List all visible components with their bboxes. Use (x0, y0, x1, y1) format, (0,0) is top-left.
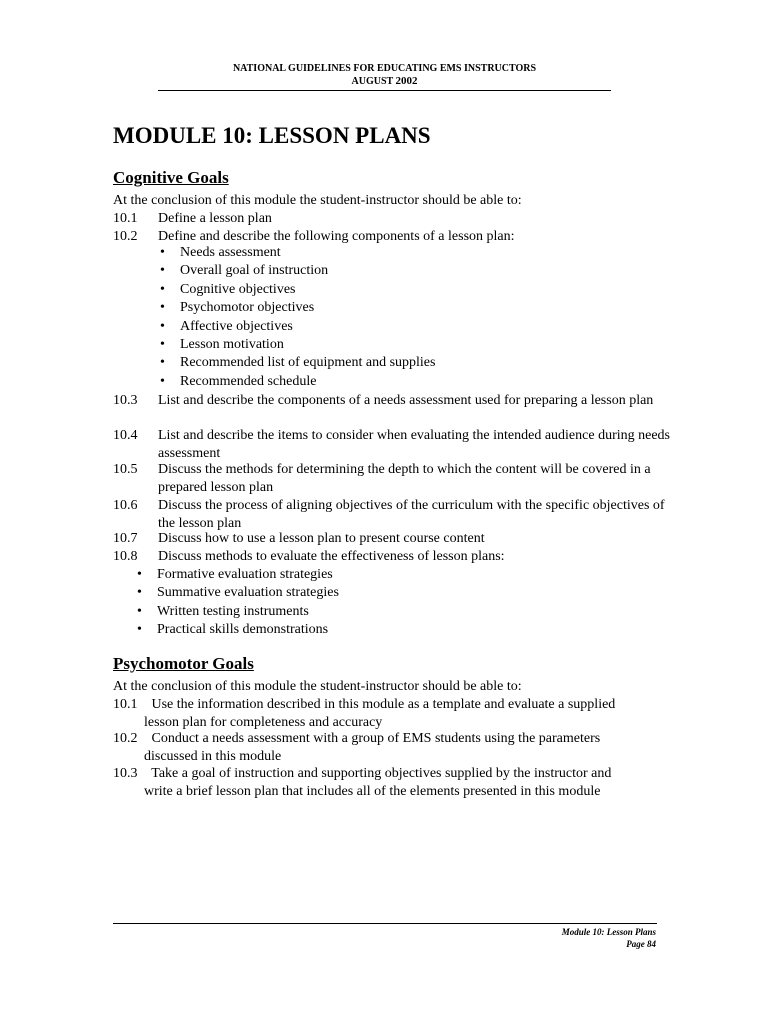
objective-number: 10.2 (113, 731, 138, 746)
cognitive-intro: At the conclusion of this module the student-instructor should be able to: (113, 193, 522, 208)
running-footer (562, 926, 656, 950)
header-date (158, 75, 611, 88)
bullet-icon: • (160, 337, 165, 353)
psychomotor-objective (113, 765, 658, 800)
psychomotor-objective (113, 696, 658, 731)
objective-number: 10.1 (113, 697, 138, 712)
list-item: • Overall goal of instruction (158, 262, 435, 280)
objective-number: 10.1 (113, 211, 138, 226)
list-item: • Written testing instruments (135, 603, 339, 621)
cognitive-objective (113, 530, 673, 548)
bullet-icon: • (137, 567, 142, 582)
bullet-icon: • (137, 585, 142, 601)
lesson-plan-components-list (158, 244, 435, 391)
bullet-icon: • (137, 603, 142, 619)
cognitive-objective (113, 461, 673, 496)
cognitive-objective (113, 548, 673, 566)
header-month: AUGUST (351, 76, 393, 87)
objective-number: 10.6 (113, 498, 138, 513)
list-item: • Recommended list of equipment and supplies (158, 354, 435, 372)
footer-module: Module 10: Lesson Plans (561, 927, 656, 937)
psychomotor-intro: At the conclusion of this module the student-instructor should be able to: (113, 679, 522, 694)
objective-text: Use the information described in this module as a template and evaluate a supplied (151, 697, 616, 712)
header-rule (158, 90, 611, 91)
objective-first-line (113, 730, 658, 748)
objective-number: 10.3 (113, 766, 138, 781)
list-item: • Formative evaluation strategies (135, 566, 339, 584)
psychomotor-objective (113, 730, 658, 765)
bullet-icon: • (160, 318, 165, 334)
objective-first-line (113, 696, 658, 714)
psychomotor-goals-heading: Psychomotor Goals (113, 654, 254, 673)
objective-text: Conduct a needs assessment with a group of EMS students using the parameters (151, 731, 601, 746)
objective-first-line (113, 765, 658, 783)
evaluation-methods-list (135, 566, 339, 640)
bullet-icon: • (160, 263, 165, 279)
objective-number: 10.8 (113, 549, 138, 564)
objective-number: 10.3 (113, 393, 138, 408)
objective-continuation: write a brief lesson plan that includes all of the elements presented in this module (144, 783, 601, 799)
list-item: • Needs assessment (158, 244, 435, 262)
objective-text: Discuss the methods for determining the depth to which the content will be covered in a prepared lesson plan (158, 462, 651, 495)
objective-number: 10.7 (113, 531, 138, 546)
bullet-icon: • (160, 373, 165, 389)
list-item: • Practical skills demonstrations (135, 621, 339, 639)
objective-continuation: lesson plan for completeness and accuracy (144, 714, 383, 730)
cognitive-objective (113, 210, 673, 228)
bullet-icon: • (160, 355, 165, 371)
objective-number: 10.2 (113, 229, 138, 244)
running-header (158, 62, 611, 88)
objective-text: Discuss methods to evaluate the effectiveness of lesson plans: (158, 549, 505, 564)
objective-text: List and describe the components of a needs assessment used for preparing a lesson plan (158, 393, 654, 408)
bullet-icon: • (160, 245, 165, 260)
objective-text: Define and describe the following components of a lesson plan: (158, 229, 515, 244)
list-item: • Affective objectives (158, 318, 435, 336)
cognitive-objective (113, 228, 673, 246)
list-item: • Recommended schedule (158, 373, 435, 391)
list-item: • Cognitive objectives (158, 281, 435, 299)
cognitive-objective (113, 427, 673, 462)
objective-text: Define a lesson plan (158, 211, 272, 226)
page-title: MODULE 10: LESSON PLANS (113, 123, 431, 148)
objective-text: Discuss how to use a lesson plan to present course content (158, 531, 485, 546)
objective-text: Discuss the process of aligning objectives of the curriculum with the specific objectives of the lesson plan (158, 498, 665, 531)
objective-number: 10.4 (113, 428, 138, 443)
header-year: 2002 (395, 75, 418, 87)
list-item: • Lesson motivation (158, 336, 435, 354)
bullet-icon: • (160, 300, 165, 316)
list-item: • Summative evaluation strategies (135, 584, 339, 602)
bullet-icon: • (160, 281, 165, 297)
list-item: • Psychomotor objectives (158, 299, 435, 317)
bullet-icon: • (137, 622, 142, 638)
objective-continuation: discussed in this module (144, 748, 282, 764)
footer-page-number: Page 84 (626, 939, 656, 949)
objective-text: Take a goal of instruction and supporting objectives supplied by the instructor and (151, 766, 612, 781)
cognitive-goals-heading: Cognitive Goals (113, 168, 229, 187)
cognitive-objective (113, 497, 673, 532)
footer-rule (113, 923, 657, 924)
objective-text: List and describe the items to consider when evaluating the intended audience during needs assessment (158, 428, 671, 461)
header-title: NATIONAL GUIDELINES FOR EDUCATING EMS INSTRUCTORS (232, 63, 537, 74)
cognitive-objective (113, 392, 673, 410)
objective-number: 10.5 (113, 462, 138, 477)
